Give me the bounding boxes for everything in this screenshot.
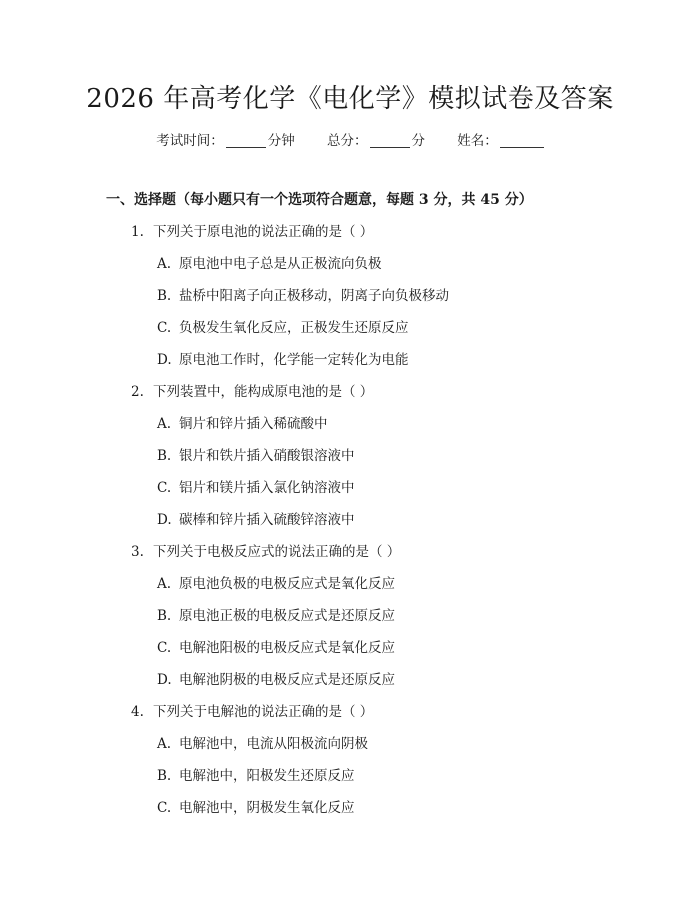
- question-text: 下列关于电解池的说法正确的是（ ）: [153, 704, 374, 720]
- option-1b: [157, 286, 449, 306]
- option-letter: B.: [157, 288, 172, 304]
- option-letter: C.: [157, 800, 172, 816]
- option-letter: D.: [157, 352, 172, 368]
- name-blank: [500, 133, 544, 148]
- option-text: 电解池中，阳极发生还原反应: [179, 768, 355, 784]
- option-3a: [157, 574, 395, 594]
- question-number: 3.: [131, 544, 144, 560]
- question-text: 下列关于原电池的说法正确的是（ ）: [153, 224, 374, 240]
- option-2b: [157, 446, 355, 466]
- option-3b: [157, 606, 395, 626]
- option-text: 原电池工作时，化学能一定转化为电能: [179, 352, 409, 368]
- option-letter: D.: [157, 672, 172, 688]
- score-field: [327, 131, 425, 151]
- option-4a: [157, 734, 368, 754]
- time-label: 考试时间：: [156, 133, 224, 149]
- option-text: 铜片和锌片插入稀硫酸中: [179, 416, 328, 432]
- option-letter: C.: [157, 320, 172, 336]
- option-4b: [157, 766, 355, 786]
- option-letter: A.: [157, 416, 172, 432]
- time-field: [156, 131, 295, 151]
- option-text: 盐桥中阳离子向正极移动，阴离子向负极移动: [179, 288, 449, 304]
- option-text: 银片和铁片插入硝酸银溶液中: [179, 448, 355, 464]
- option-letter: A.: [157, 256, 172, 272]
- option-1d: [157, 350, 409, 370]
- option-3d: [157, 670, 395, 690]
- option-2c: [157, 478, 355, 498]
- time-unit: 分钟: [267, 133, 295, 149]
- section-heading: 一、选择题（每小题只有一个选项符合题意，每题 3 分，共 45 分）: [106, 192, 533, 208]
- option-text: 电解池中，电流从阳极流向阴极: [179, 736, 368, 752]
- option-letter: B.: [157, 608, 172, 624]
- question-number: 2.: [131, 384, 144, 400]
- option-2a: [157, 414, 328, 434]
- time-blank: [226, 133, 266, 148]
- option-text: 电解池阴极的电极反应式是还原反应: [179, 672, 395, 688]
- option-letter: B.: [157, 768, 172, 784]
- page-title: 2026 年高考化学《电化学》模拟试卷及答案: [86, 84, 614, 114]
- option-text: 原电池正极的电极反应式是还原反应: [179, 608, 395, 624]
- option-3c: [157, 638, 395, 658]
- question-1: [131, 222, 373, 242]
- question-number: 4.: [131, 704, 144, 720]
- option-letter: A.: [157, 736, 172, 752]
- name-label: 姓名：: [457, 133, 498, 149]
- question-3: [131, 542, 400, 562]
- option-1c: [157, 318, 409, 338]
- score-unit: 分: [411, 133, 425, 149]
- option-2d: [157, 510, 355, 530]
- option-text: 碳棒和锌片插入硫酸锌溶液中: [179, 512, 355, 528]
- option-text: 原电池负极的电极反应式是氧化反应: [179, 576, 395, 592]
- question-4: [131, 702, 373, 722]
- option-text: 原电池中电子总是从正极流向负极: [179, 256, 382, 272]
- option-letter: B.: [157, 448, 172, 464]
- option-letter: C.: [157, 480, 172, 496]
- option-text: 电解池中，阴极发生氧化反应: [179, 800, 355, 816]
- exam-info-line: [0, 131, 700, 151]
- question-text: 下列装置中，能构成原电池的是（ ）: [153, 384, 374, 400]
- score-label: 总分：: [327, 133, 368, 149]
- option-1a: [157, 254, 382, 274]
- question-text: 下列关于电极反应式的说法正确的是（ ）: [153, 544, 401, 560]
- option-4c: [157, 798, 355, 818]
- option-text: 铝片和镁片插入氯化钠溶液中: [179, 480, 355, 496]
- option-letter: A.: [157, 576, 172, 592]
- option-text: 负极发生氧化反应，正极发生还原反应: [179, 320, 409, 336]
- option-letter: D.: [157, 512, 172, 528]
- question-2: [131, 382, 373, 402]
- option-text: 电解池阳极的电极反应式是氧化反应: [179, 640, 395, 656]
- score-blank: [370, 133, 410, 148]
- name-field: [457, 131, 544, 151]
- option-letter: C.: [157, 640, 172, 656]
- question-number: 1.: [131, 224, 144, 240]
